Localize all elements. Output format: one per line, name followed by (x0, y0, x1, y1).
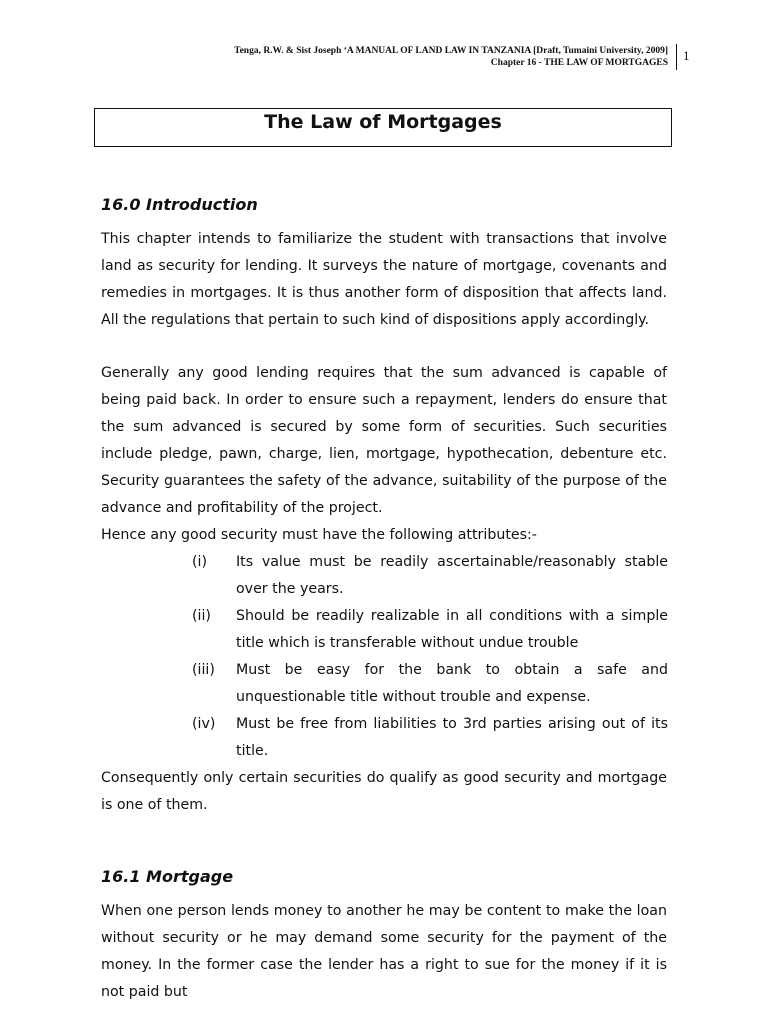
page-number: 1 (676, 44, 690, 70)
list-item-text: Must be easy for the bank to obtain a safe and unquestionable title without trouble and expense. (236, 662, 668, 705)
list-item-number: (ii) (192, 608, 211, 624)
list-item-number: (i) (192, 554, 208, 570)
section-heading-introduction: 16.0 Introduction (101, 195, 258, 214)
list-item (192, 603, 668, 657)
intro-paragraph-2: Generally any good lending requires that the sum advanced is capable of being paid back. In order to ensure such a repayment, lenders do ensure that the sum advanced is secured by some form of securities. Such securities include pledge, pawn, charge, lien, mortgage, hypothecation, debenture etc. Security guarantees the safety of the advance, suitability of the purpose of the advance and profitability of the project. (101, 365, 667, 516)
intro-closing-paragraph: Consequently only certain securities do qualify as good security and mortgage is one of them. (101, 770, 667, 813)
chapter-title: The Law of Mortgages (94, 108, 672, 147)
header-citation: Tenga, R.W. & Sist Joseph ‘A MANUAL OF LAND LAW IN TANZANIA [Draft, Tumaini University, 2009] (234, 46, 668, 56)
running-header (234, 45, 668, 69)
list-item-text: Should be readily realizable in all conditions with a simple title which is transferable without undue trouble (236, 608, 668, 651)
mortgage-paragraph-1: When one person lends money to another he may be content to make the loan without security or he may demand some security for the payment of the money. In the former case the lender has a right to sue for the money if it is not paid but (101, 903, 667, 1000)
section-heading-mortgage: 16.1 Mortgage (101, 867, 234, 886)
list-item-number: (iii) (192, 662, 215, 678)
list-item (192, 711, 668, 765)
attributes-list (192, 549, 668, 765)
list-item-text: Its value must be readily ascertainable/reasonably stable over the years. (236, 554, 668, 597)
header-chapter: Chapter 16 - THE LAW OF MORTGAGES (490, 58, 668, 68)
list-item-number: (iv) (192, 716, 216, 732)
intro-paragraph-3: Hence any good security must have the following attributes:- (101, 527, 537, 543)
list-item-text: Must be free from liabilities to 3rd parties arising out of its title. (236, 716, 668, 759)
list-item (192, 549, 668, 603)
list-item (192, 657, 668, 711)
intro-paragraph-1: This chapter intends to familiarize the student with transactions that involve land as security for lending. It surveys the nature of mortgage, covenants and remedies in mortgages. It is thus another form of disposition that affects land. All the regulations that pertain to such kind of dispositions apply accordingly. (101, 231, 667, 328)
